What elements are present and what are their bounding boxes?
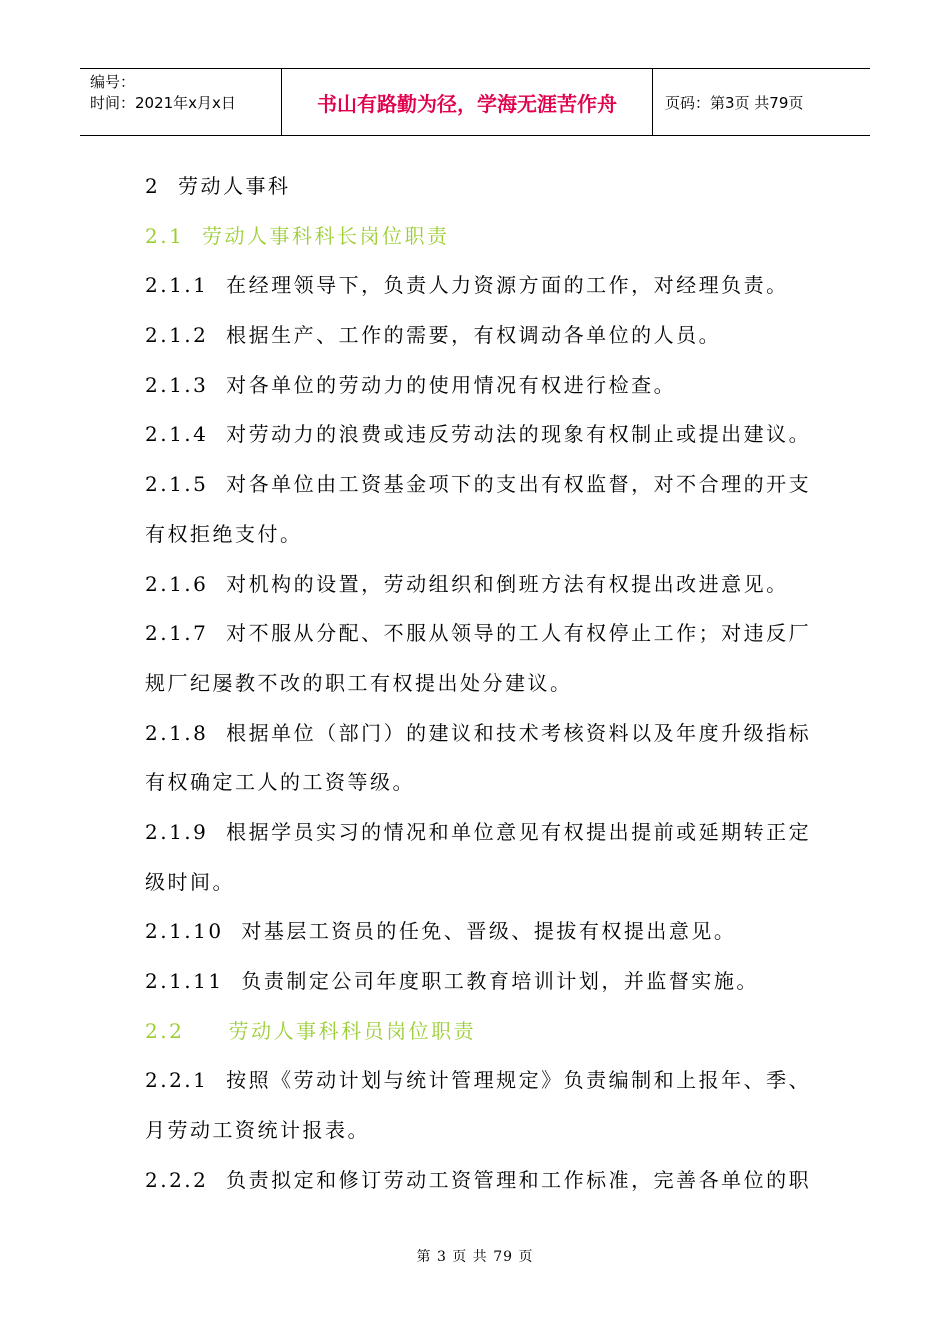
clause-text: 按照《劳动计划与统计管理规定》负责编制和上报年、季、 — [226, 1068, 812, 1093]
clause-text: 对各单位由工资基金项下的支出有权监督，对不合理的开支 — [226, 472, 812, 497]
clause-number: 2 — [145, 174, 161, 198]
paragraph-line — [145, 609, 815, 659]
clause-gap — [208, 422, 226, 446]
header-motto: 书山有路勤为径，学海无涯苦作舟 — [282, 69, 653, 135]
section-heading — [145, 1007, 815, 1057]
paragraph-line — [145, 1106, 815, 1156]
clause-number: 2.1.10 — [145, 919, 224, 944]
clause-number: 2.1.7 — [145, 621, 209, 646]
clause-number: 2.2 — [145, 1018, 185, 1043]
clause-text: 对各单位的劳动力的使用情况有权进行检查。 — [226, 372, 677, 397]
clause-text: 根据生产、工作的需要，有权调动各单位的人员。 — [226, 323, 722, 348]
paragraph-line — [145, 311, 815, 361]
clause-number: 2.1.8 — [145, 720, 209, 745]
paragraph-line — [145, 510, 815, 560]
clause-text: 劳动人事科科员岗位职责 — [228, 1018, 477, 1043]
clause-gap — [208, 273, 226, 297]
clause-gap — [208, 373, 226, 397]
paragraph-line — [145, 709, 815, 759]
clause-text: 劳动人事科 — [177, 174, 291, 198]
paragraph-line — [145, 1156, 815, 1206]
clause-gap — [208, 323, 226, 347]
page-footer: 第 3 页 共 79 页 — [416, 1249, 534, 1265]
clause-number: 2.1.3 — [145, 372, 209, 397]
clause-text: 有权拒绝支付。 — [145, 521, 303, 546]
clause-number: 2.1.2 — [145, 323, 209, 348]
clause-text: 根据单位（部门）的建议和技术考核资料以及年度升级指标 — [226, 720, 812, 745]
clause-number: 2.2.2 — [145, 1167, 209, 1192]
clause-gap — [208, 572, 226, 596]
paragraph-line — [145, 1056, 815, 1106]
code-label: 编号： — [90, 73, 136, 91]
date-label: 时间：2021年x月x日 — [90, 94, 236, 112]
clause-text: 级时间。 — [145, 869, 235, 894]
paragraph-line — [145, 261, 815, 311]
clause-gap — [224, 919, 242, 943]
clause-number: 2.2.1 — [145, 1068, 209, 1093]
paragraph-line — [145, 758, 815, 808]
clause-number: 2.1.4 — [145, 422, 209, 447]
paragraph-line — [145, 410, 815, 460]
clause-text: 对机构的设置，劳动组织和倒班方法有权提出改进意见。 — [226, 571, 789, 596]
clause-text: 有权确定工人的工资等级。 — [145, 770, 415, 795]
clause-number: 2.1 — [145, 223, 185, 248]
paragraph-line — [145, 460, 815, 510]
header-meta — [80, 69, 282, 135]
clause-gap — [208, 1068, 226, 1092]
paragraph-line — [145, 858, 815, 908]
paragraph-line — [145, 560, 815, 610]
clause-gap — [208, 1168, 226, 1192]
page-header — [80, 68, 870, 136]
paragraph-line — [145, 957, 815, 1007]
clause-text: 负责拟定和修订劳动工资管理和工作标准，完善各单位的职 — [226, 1167, 812, 1192]
clause-text: 在经理领导下，负责人力资源方面的工作，对经理负责。 — [226, 273, 789, 298]
clause-gap — [208, 621, 226, 645]
clause-gap — [208, 472, 226, 496]
clause-gap — [224, 969, 242, 993]
clause-gap — [208, 820, 226, 844]
clause-text: 对基层工资员的任免、晋级、提拔有权提出意见。 — [241, 919, 737, 944]
paragraph-line — [145, 162, 815, 212]
paragraph-line — [145, 907, 815, 957]
clause-number: 2.1.1 — [145, 273, 209, 298]
document-body — [145, 162, 815, 1205]
clause-text: 对劳动力的浪费或违反劳动法的现象有权制止或提出建议。 — [226, 422, 812, 447]
clause-gap — [208, 721, 226, 745]
clause-gap — [184, 1019, 228, 1043]
clause-number: 2.1.6 — [145, 571, 209, 596]
clause-number: 2.1.9 — [145, 819, 209, 844]
clause-text: 规厂纪屡教不改的职工有权提出处分建议。 — [145, 670, 573, 695]
paragraph-line — [145, 361, 815, 411]
clause-text: 根据学员实习的情况和单位意见有权提出提前或延期转正定 — [226, 819, 812, 844]
paragraph-line — [145, 808, 815, 858]
clause-gap — [160, 174, 178, 198]
clause-text: 负责制定公司年度职工教育培训计划，并监督实施。 — [241, 969, 759, 993]
paragraph-line — [145, 659, 815, 709]
clause-text: 劳动人事科科长岗位职责 — [202, 223, 450, 248]
section-heading — [145, 212, 815, 262]
clause-text: 对不服从分配、不服从领导的工人有权停止工作；对违反厂 — [226, 621, 812, 646]
clause-gap — [184, 224, 202, 248]
clause-text: 月劳动工资统计报表。 — [145, 1118, 370, 1143]
header-page-info: 页码：第3页 共79页 — [665, 93, 804, 112]
clause-number: 2.1.5 — [145, 472, 209, 497]
clause-number: 2.1.11 — [145, 969, 224, 993]
